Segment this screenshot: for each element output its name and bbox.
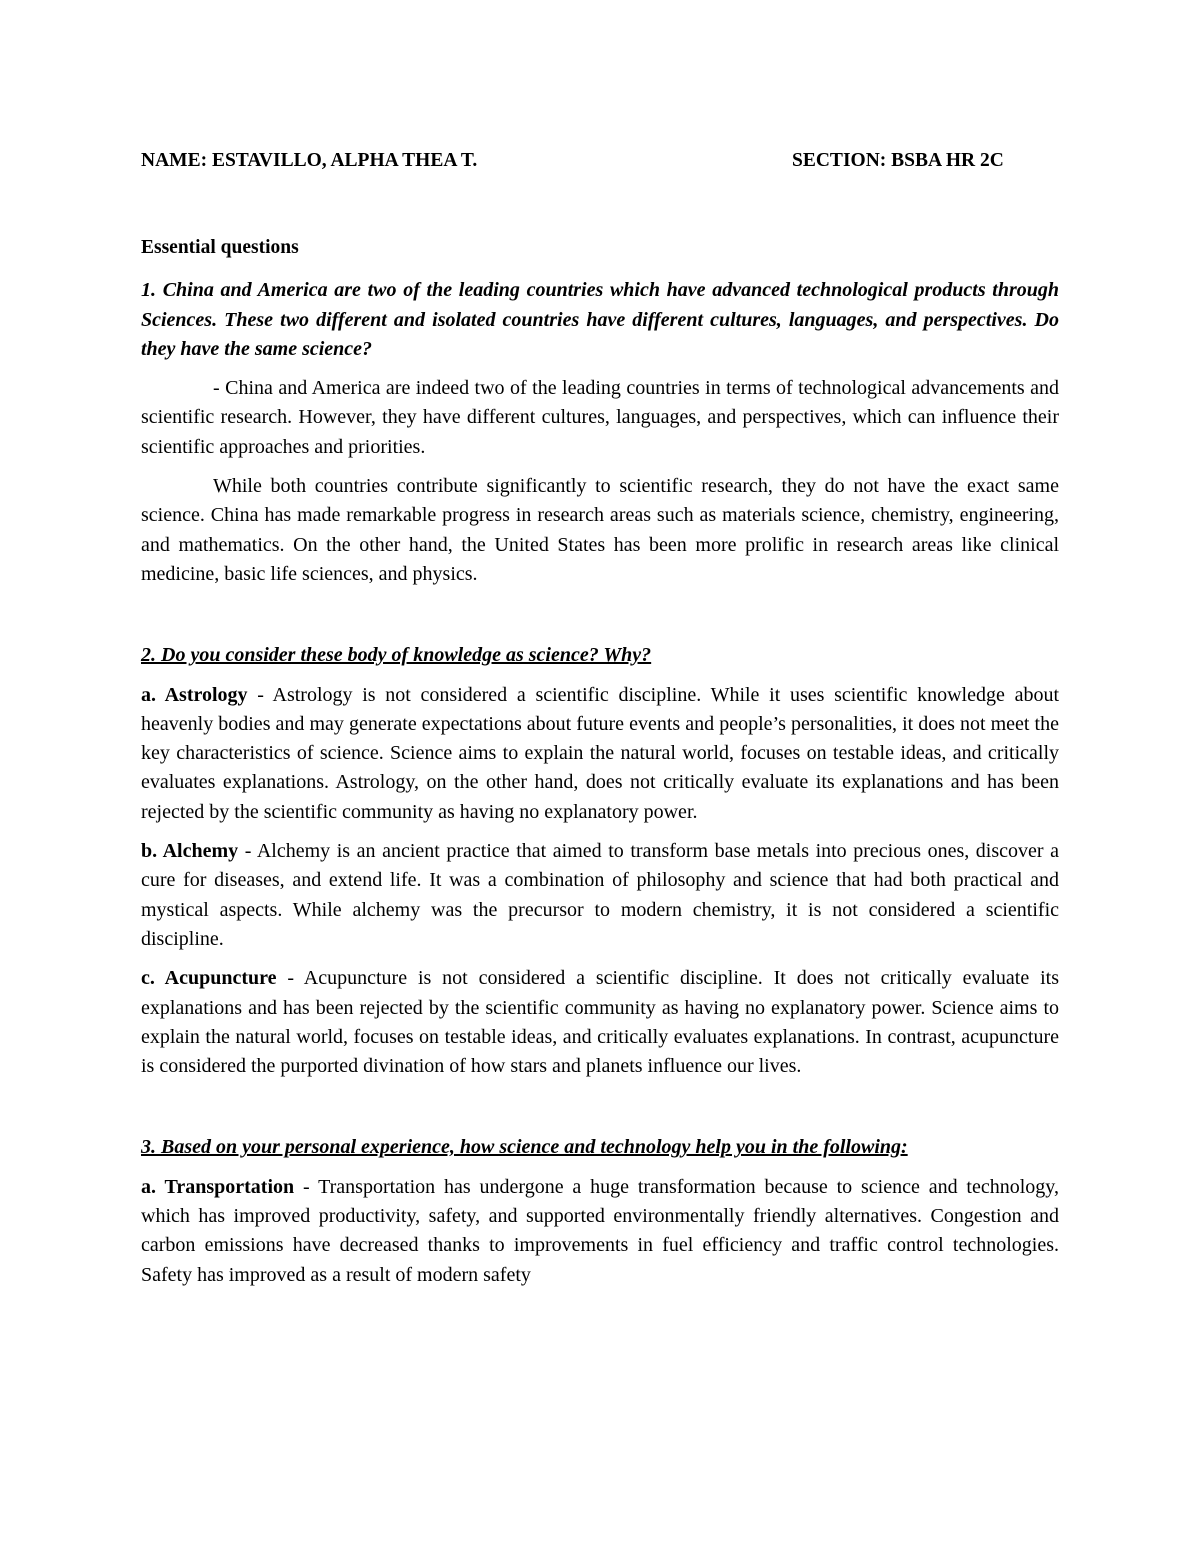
document-body — [141, 146, 1059, 1290]
term-acupuncture: c. Acupuncture — [141, 967, 277, 990]
student-section: SECTION: BSBA HR 2C — [792, 150, 1004, 171]
question-1: 1. China and America are two of the leading countries which have advanced technological products through Sciences. These two different and isolated countries have different cultures, languages, and perspectives. Do they have the same science? — [141, 279, 1059, 360]
answer-2-astrology — [141, 681, 1059, 827]
essential-questions-heading: Essential questions — [141, 237, 299, 258]
text-transportation: - Transportation has undergone a huge transformation because to science and technology, which has improved productivity, safety, and supported environmentally friendly alternatives. Congestion and carbon emissions have decreased thanks to improvements in fuel efficiency and traffic control technologies. Safety has improved as a result of modern safety — [141, 1175, 1059, 1286]
term-astrology: a. Astrology — [141, 683, 248, 706]
text-acupuncture: - Acupuncture is not considered a scientific discipline. It does not critically evaluate its explanations and has been rejected by the scientific community as having no explanatory power. Science aims to explain the natural world, focuses on testable ideas, and critically evaluates explanations. In contrast, acupuncture is considered the purported divination of how stars and planets influence our lives. — [141, 967, 1060, 1078]
answer-1-paragraph-1: - China and America are indeed two of the leading countries in terms of technological advancements and scientific research. However, they have different cultures, languages, and perspectives, which can influence their scientific approaches and priorities. — [141, 377, 1059, 458]
header-row — [141, 146, 1059, 175]
question-2: 2. Do you consider these body of knowledge as science? Why? — [141, 644, 652, 667]
question-3: 3. Based on your personal experience, how science and technology help you in the following: — [141, 1136, 908, 1159]
answer-1-paragraph-2: While both countries contribute significantly to scientific research, they do not have the exact same science. China has made remarkable progress in research areas such as materials science, chemistry, engineering, and mathematics. On the other hand, the United States has been more prolific in research areas like clinical medicine, basic life sciences, and physics. — [141, 475, 1059, 585]
text-alchemy: - Alchemy is an ancient practice that aimed to transform base metals into precious ones, discover a cure for diseases, and extend life. It was a combination of philosophy and science that had both practical and mystical aspects. While alchemy was the precursor to modern chemistry, it is not considered a scientific discipline. — [141, 840, 1060, 950]
answer-2-acupuncture — [141, 964, 1059, 1081]
answer-3-transportation — [141, 1173, 1059, 1290]
text-astrology: - Astrology is not considered a scientific discipline. While it uses scientific knowledge about heavenly bodies and may generate expectations about future events and people’s personalities, it does not meet the key characteristics of science. Science aims to explain the natural world, focuses on testable ideas, and critically evaluates explanations. Astrology, on the other hand, does not critically evaluate its explanations and has been rejected by the scientific community as having no explanatory power. — [141, 683, 1059, 823]
answer-2-alchemy — [141, 837, 1059, 954]
student-name: NAME: ESTAVILLO, ALPHA THEA T. — [141, 150, 478, 171]
term-alchemy: b. Alchemy — [141, 840, 239, 863]
term-transportation: a. Transportation — [141, 1175, 295, 1198]
